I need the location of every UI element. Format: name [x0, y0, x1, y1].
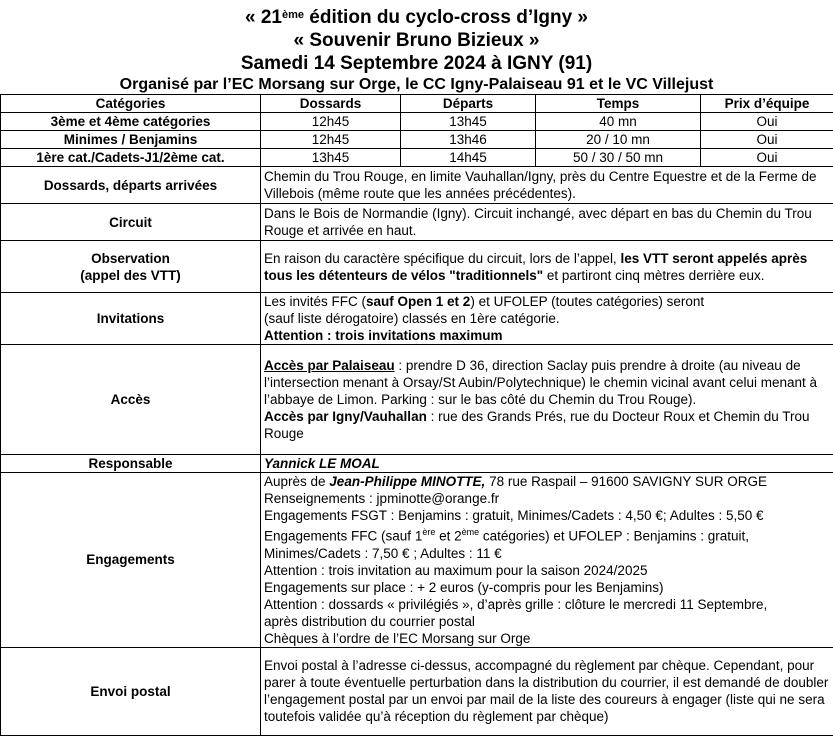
section-engagements — [1, 473, 833, 648]
text-part: catégories) et UFOLEP : Benjamins : gratuit, — [479, 528, 750, 544]
text-line: Attention : trois invitation au maximum pour la saison 2024/2025 — [264, 562, 648, 578]
table-row — [1, 113, 833, 131]
section-responsable — [1, 455, 833, 473]
prix-cell: Oui — [701, 131, 833, 149]
text-part: ) et UFOLEP (toutes catégories) seront — [470, 294, 705, 309]
header-prix: Prix d’équipe — [701, 95, 833, 113]
category-cell: 1ère cat./Cadets-J1/2ème cat. — [1, 149, 261, 167]
section-dossards — [1, 167, 833, 204]
temps-cell: 20 / 10 mn — [536, 131, 701, 149]
dossards-cell: 12h45 — [261, 131, 401, 149]
section-label: Circuit — [1, 204, 261, 241]
text-part: 78 rue Raspail – 91600 SAVIGNY SUR ORGE — [485, 474, 767, 489]
label-line: Observation — [91, 250, 170, 266]
temps-cell: 50 / 30 / 50 mn — [536, 149, 701, 167]
title-suffix: édition du cyclo-cross d’Igny » — [304, 7, 588, 28]
section-text — [261, 345, 833, 455]
category-cell: 3ème et 4ème catégories — [1, 113, 261, 131]
departs-cell: 13h45 — [401, 113, 536, 131]
section-text — [261, 473, 833, 648]
superscript: ère — [422, 527, 436, 537]
subtitle: « Souvenir Bruno Bizieux » — [293, 30, 540, 51]
dossards-cell: 12h45 — [261, 113, 401, 131]
header-departs: Départs — [401, 95, 536, 113]
header-categories: Catégories — [1, 95, 261, 113]
title-superscript: ème — [281, 9, 304, 21]
section-label: Accès — [1, 345, 261, 455]
category-cell: Minimes / Benjamins — [1, 131, 261, 149]
text-part: Les invités FFC ( — [264, 294, 367, 309]
table-row — [1, 149, 833, 167]
section-text — [261, 293, 833, 345]
document-header — [0, 0, 833, 94]
section-acces — [1, 345, 833, 455]
text-part: Engagements FFC (sauf 1 — [264, 528, 423, 544]
race-info-table — [0, 94, 833, 736]
text-bold: les VTT seront appelés après tous les détenteurs de vélos "traditionnels" — [264, 250, 808, 283]
section-label: Engagements — [1, 473, 261, 648]
section-label: Invitations — [1, 293, 261, 345]
section-circuit — [1, 204, 833, 241]
title — [0, 0, 833, 29]
section-invitations — [1, 293, 833, 345]
text-part: et partiront cinq mètres derrière eux. — [543, 267, 765, 283]
prix-cell: Oui — [701, 149, 833, 167]
temps-cell: 40 mn — [536, 113, 701, 131]
text-line: Minimes/Cadets : 7,50 € ; Adultes : 11 € — [264, 545, 502, 561]
text-line: Chèques à l’ordre de l’EC Morsang sur Orge — [264, 630, 531, 646]
section-text: Chemin du Trou Rouge, en limite Vauhallan/Igny, près du Centre Equestre et de la Ferme de Villebois (même route que les années précédentes). — [261, 167, 833, 204]
text-part: : prendre D 36, direction Saclay puis prendre à droite (au niveau de l’intersection menant à Orsay/St Aubin/Polytechnique) le chemin vicinal avant celui menant à l’abbaye de Limon. Parking : sur le bas côté du Chemin du Trou Rouge). — [264, 358, 818, 407]
section-label: Envoi postal — [1, 647, 261, 735]
title-prefix: « 21 — [244, 7, 282, 28]
dossards-cell: 13h45 — [261, 149, 401, 167]
text-part: En raison du caractère spécifique du circuit, lors de l’appel, — [264, 250, 621, 266]
departs-cell: 13h46 — [401, 131, 536, 149]
section-label — [1, 241, 261, 293]
text-part: et 2 — [435, 528, 462, 544]
date-line: Samedi 14 Septembre 2024 à IGNY (91) — [240, 53, 593, 74]
text-line: Attention : dossards « privilégiés », d’après grille : clôture le mercredi 11 Septembre, — [264, 596, 768, 612]
section-text: Envoi postal à l’adresse ci-dessus, accompagné du règlement par chèque. Cependant, pour parer à toute éventuelle perturbation dans la distribution du courrier, il est demandé de doubler l’engagement postal par un envoi par mail de la liste des coureurs à engager (liste qui ne sera toutefois validée qu’à réception du règlement par chèque) — [261, 647, 833, 735]
acces-palaiseau-title: Accès par Palaiseau — [264, 358, 395, 373]
text-part: (sauf liste dérogatoire) classés en 1ère catégorie. — [264, 311, 560, 326]
text-bold: sauf Open 1 et 2 — [366, 294, 471, 309]
responsable-name: Yannick LE MOAL — [261, 455, 833, 473]
header-temps: Temps — [536, 95, 701, 113]
section-observation — [1, 241, 833, 293]
organizers: Organisé par l’EC Morsang sur Orge, le CC Igny-Palaiseau 91 et le VC Villejust — [119, 76, 714, 93]
text-line: Engagements FSGT : Benjamins : gratuit, Minimes/Cadets : 4,50 €; Adultes : 5,50 € — [264, 508, 764, 523]
section-text: Dans le Bois de Normandie (Igny). Circuit inchangé, avec départ en bas du Chemin du Trou Rouge et arrivée en haut. — [261, 204, 833, 241]
text-part: Auprès de — [264, 474, 330, 489]
text-line: Engagements sur place : + 2 euros (y-compris pour les Benjamins) — [264, 579, 664, 595]
label-line: (appel des VTT) — [80, 267, 181, 283]
text-line: Renseignements : jpminotte@orange.fr — [264, 491, 500, 506]
text-line: après distribution du courrier postal — [264, 613, 475, 629]
departs-cell: 14h45 — [401, 149, 536, 167]
section-label: Responsable — [1, 455, 261, 473]
table-row — [1, 131, 833, 149]
acces-igny-title: Accès par Igny/Vauhallan — [264, 409, 427, 424]
text-part: : rue des Grands Prés, rue du Docteur Roux et Chemin du Trou Rouge — [264, 409, 810, 441]
prix-cell: Oui — [701, 113, 833, 131]
section-label: Dossards, départs arrivées — [1, 167, 261, 204]
header-dossards: Dossards — [261, 95, 401, 113]
superscript: ème — [461, 527, 480, 537]
contact-name: Jean-Philippe MINOTTE, — [329, 474, 486, 489]
table-header-row — [1, 95, 833, 113]
section-envoi — [1, 647, 833, 735]
section-text — [261, 241, 833, 293]
text-bold: Attention : trois invitations maximum — [264, 328, 503, 343]
